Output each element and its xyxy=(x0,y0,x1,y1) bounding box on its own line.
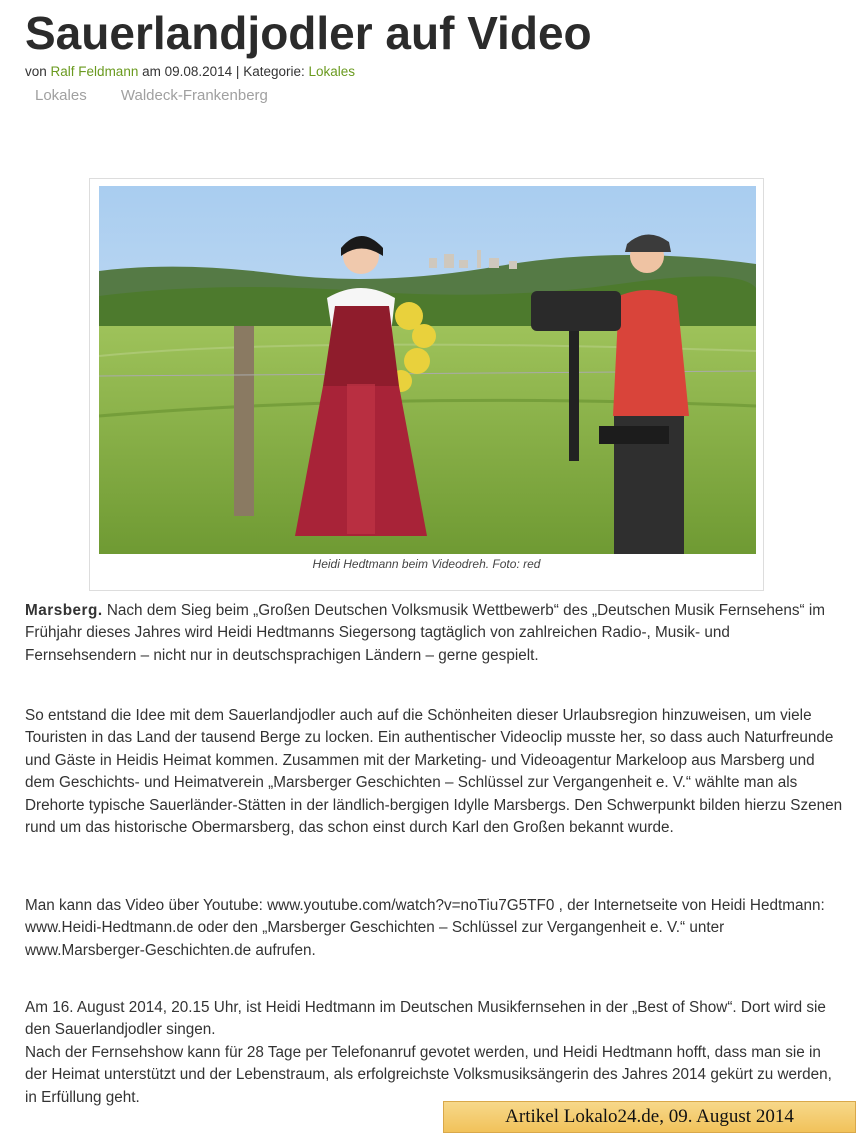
paragraph-text: Am 16. August 2014, 20.15 Uhr, ist Heidi Hedtmann im Deutschen Musikfernsehen in der „Best of Show“. Dort wird sie den Sauerlandjodler singen. xyxy=(25,999,826,1039)
image-caption: Heidi Hedtmann beim Videodreh. Foto: red xyxy=(312,557,541,571)
source-stamp: Artikel Lokalo24.de, 09. August 2014 xyxy=(443,1101,856,1133)
category-link[interactable]: Lokales xyxy=(308,64,356,79)
paragraph-text: Man kann das Video über Youtube: www.youtube.com/watch?v=noTiu7G5TF0 , der Internetseite von Heidi Hedtmann: www.Heidi-Hedtmann.de oder den „Marsberger Geschichten – Schlüssel zur Vergangenheit e. V.“ unter www.Marsberger-Geschichten.de aufrufen. xyxy=(25,897,825,959)
paragraph-2 xyxy=(25,705,845,839)
dateline: Marsberg. xyxy=(25,602,103,619)
article-meta xyxy=(25,64,355,79)
article-figure xyxy=(89,178,764,591)
paragraph-3 xyxy=(25,895,845,962)
meta-prefix: von xyxy=(25,64,47,79)
tag-waldeck-frankenberg[interactable]: Waldeck-Frankenberg xyxy=(120,87,268,104)
tag-lokales[interactable]: Lokales xyxy=(35,87,87,104)
paragraph-text: Nach der Fernsehshow kann für 28 Tage per Telefonanruf gevotet werden, und Heidi Hedtmann hofft, dass man sie in der Heimat unterstützt und der Lebenstraum, als erfolgreichste Volksmusiksängerin des Jahres 2014 gekürt zu werden, in Erfüllung geht. xyxy=(25,1043,832,1106)
paragraph-text: So entstand die Idee mit dem Sauerlandjodler auch auf die Schönheiten dieser Urlaubsregion hinzuweisen, um viele Touristen in das Land der tausend Berge zu locken. Ein authentischer Videoclip musste her, so dass auch Naturfreunde und Gäste in Heidis Heimat kommen. Zusammen mit der Marketing- und Videoagentur Markeloop aus Marsberg und dem Geschichts- und Heimatverein „Marsberger Geschichten – Schlüssel zur Vergangenheit e. V.“ wählte man als Drehorte typische Sauerländer-Stätten in der ländlich-bergigen Idylle Marsbergs. Den Schwerpunkt bilden hierzu Szenen rund um das historische Obermarsberg, das schon einst durch Karl den Großen bekannt wurde. xyxy=(25,707,843,837)
paragraph-4 xyxy=(25,997,845,1109)
meta-date: am 09.08.2014 | Kategorie: xyxy=(142,64,305,79)
paragraph-1 xyxy=(25,600,845,667)
tag-list xyxy=(35,87,298,104)
author-link[interactable]: Ralf Feldmann xyxy=(50,64,139,79)
article-photo xyxy=(99,186,756,554)
article-title: Sauerlandjodler auf Video xyxy=(25,7,592,59)
paragraph-text: Nach dem Sieg beim „Großen Deutschen Volksmusik Wettbewerb“ des „Deutschen Musik Fernsehens“ im Frühjahr dieses Jahres wird Heidi Hedtmanns Siegersong tagtäglich von zahlreichen Radio-, Musik- und Fernsehsendern – nicht nur in deutschsprachigen Ländern – gerne gespielt. xyxy=(25,602,825,664)
